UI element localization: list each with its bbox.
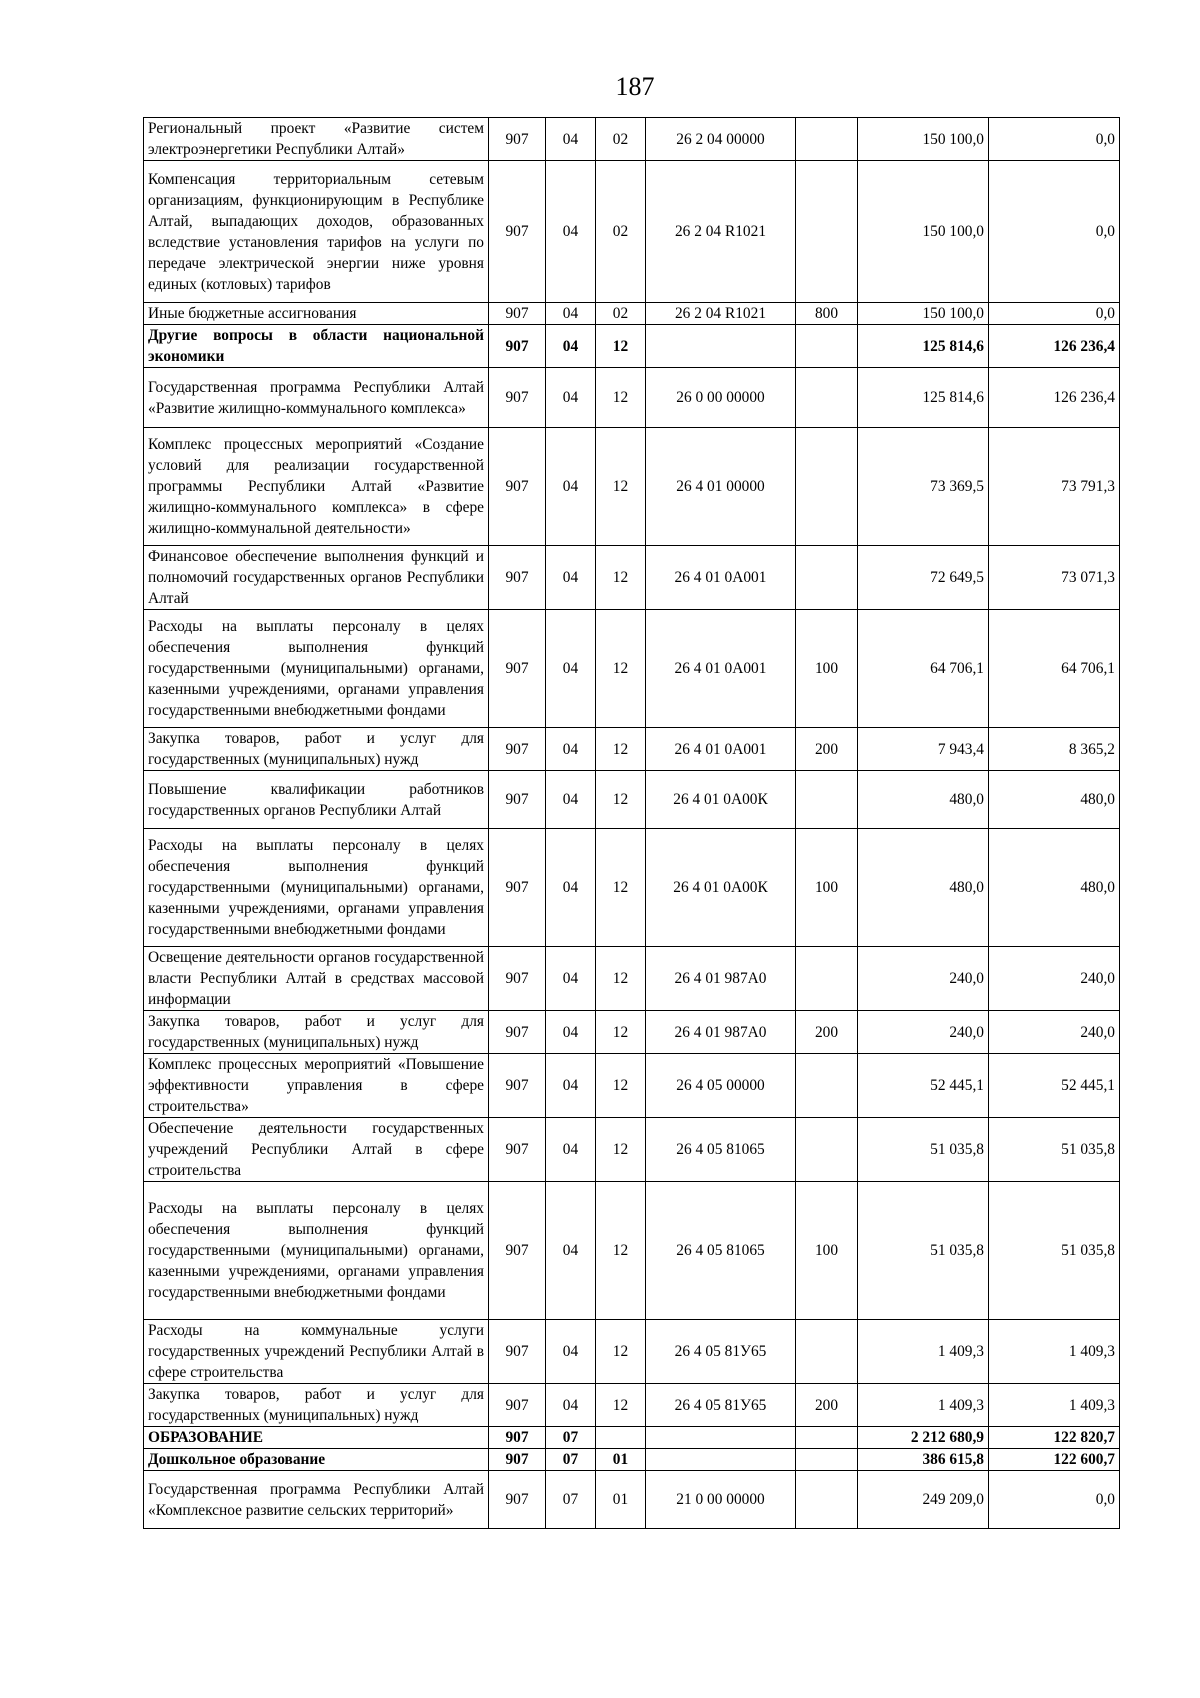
- section-cell: 04: [546, 1384, 596, 1427]
- table-row: [144, 1449, 1120, 1471]
- row-name-cell: Государственная программа Республики Алтай «Комплексное развитие сельских территорий»: [144, 1471, 489, 1529]
- table-row: [144, 771, 1120, 829]
- target-article-cell: [646, 325, 796, 368]
- expense-type-cell: 800: [796, 303, 858, 325]
- subsection-cell: 01: [596, 1471, 646, 1529]
- subsection-cell: [596, 1427, 646, 1449]
- section-cell: 07: [546, 1427, 596, 1449]
- sum-year-1-cell: 240,0: [858, 1011, 989, 1054]
- subsection-cell: 12: [596, 1182, 646, 1320]
- expense-type-cell: 200: [796, 1011, 858, 1054]
- section-cell: 04: [546, 1182, 596, 1320]
- sum-year-2-cell: 52 445,1: [989, 1054, 1120, 1118]
- row-name-cell: Компенсация территориальным сетевым организациям, функционирующим в Республике Алтай, выпадающих доходов, образованных вследствие установления тарифов на услуги по передаче электрической энергии ниже уровня единых (котловых) тарифов: [144, 161, 489, 303]
- subsection-cell: 12: [596, 947, 646, 1011]
- section-cell: 04: [546, 1054, 596, 1118]
- sum-year-1-cell: 125 814,6: [858, 325, 989, 368]
- table-row: [144, 1471, 1120, 1529]
- table-row: [144, 161, 1120, 303]
- table-row: [144, 1118, 1120, 1182]
- target-article-cell: 26 4 05 81065: [646, 1118, 796, 1182]
- section-cell: 04: [546, 1320, 596, 1384]
- sum-year-1-cell: 2 212 680,9: [858, 1427, 989, 1449]
- target-article-cell: 26 4 01 0А00К: [646, 829, 796, 947]
- expense-type-cell: [796, 1471, 858, 1529]
- sum-year-2-cell: 73 071,3: [989, 546, 1120, 610]
- sum-year-2-cell: 1 409,3: [989, 1384, 1120, 1427]
- table-row: [144, 1011, 1120, 1054]
- section-cell: 04: [546, 161, 596, 303]
- target-article-cell: 26 4 05 81065: [646, 1182, 796, 1320]
- ministry-code-cell: 907: [489, 1054, 546, 1118]
- sum-year-1-cell: 51 035,8: [858, 1118, 989, 1182]
- sum-year-2-cell: 480,0: [989, 829, 1120, 947]
- sum-year-1-cell: 150 100,0: [858, 118, 989, 161]
- subsection-cell: 12: [596, 1384, 646, 1427]
- target-article-cell: 26 0 00 00000: [646, 368, 796, 428]
- expense-type-cell: 100: [796, 610, 858, 728]
- target-article-cell: 26 4 01 0А001: [646, 546, 796, 610]
- row-name-cell: Расходы на коммунальные услуги государственных учреждений Республики Алтай в сфере строительства: [144, 1320, 489, 1384]
- ministry-code-cell: 907: [489, 610, 546, 728]
- expense-type-cell: [796, 771, 858, 829]
- section-cell: 04: [546, 947, 596, 1011]
- expense-type-cell: [796, 325, 858, 368]
- section-cell: 04: [546, 728, 596, 771]
- ministry-code-cell: 907: [489, 161, 546, 303]
- subsection-cell: 12: [596, 428, 646, 546]
- table-body: [144, 118, 1120, 1529]
- subsection-cell: 12: [596, 368, 646, 428]
- expense-type-cell: [796, 1449, 858, 1471]
- sum-year-2-cell: 0,0: [989, 161, 1120, 303]
- sum-year-2-cell: 0,0: [989, 303, 1120, 325]
- target-article-cell: 21 0 00 00000: [646, 1471, 796, 1529]
- ministry-code-cell: 907: [489, 428, 546, 546]
- sum-year-1-cell: 240,0: [858, 947, 989, 1011]
- sum-year-2-cell: 51 035,8: [989, 1182, 1120, 1320]
- target-article-cell: 26 2 04 00000: [646, 118, 796, 161]
- subsection-cell: 12: [596, 771, 646, 829]
- subsection-cell: 12: [596, 1011, 646, 1054]
- ministry-code-cell: 907: [489, 947, 546, 1011]
- page-number: 187: [615, 72, 655, 101]
- sum-year-1-cell: 150 100,0: [858, 303, 989, 325]
- section-cell: 07: [546, 1471, 596, 1529]
- sum-year-1-cell: 249 209,0: [858, 1471, 989, 1529]
- expense-type-cell: 100: [796, 1182, 858, 1320]
- subsection-cell: 12: [596, 728, 646, 771]
- row-name-cell: Финансовое обеспечение выполнения функций и полномочий государственных органов Республики Алтай: [144, 546, 489, 610]
- ministry-code-cell: 907: [489, 1011, 546, 1054]
- sum-year-2-cell: 73 791,3: [989, 428, 1120, 546]
- expense-type-cell: [796, 1118, 858, 1182]
- table-row: [144, 829, 1120, 947]
- ministry-code-cell: 907: [489, 1320, 546, 1384]
- table-row: [144, 728, 1120, 771]
- expense-type-cell: [796, 118, 858, 161]
- ministry-code-cell: 907: [489, 728, 546, 771]
- expense-type-cell: 200: [796, 1384, 858, 1427]
- row-name-cell: Обеспечение деятельности государственных учреждений Республики Алтай в сфере строительства: [144, 1118, 489, 1182]
- section-cell: 04: [546, 1118, 596, 1182]
- target-article-cell: 26 2 04 R1021: [646, 161, 796, 303]
- target-article-cell: 26 4 01 00000: [646, 428, 796, 546]
- sum-year-1-cell: 64 706,1: [858, 610, 989, 728]
- sum-year-1-cell: 72 649,5: [858, 546, 989, 610]
- section-cell: 04: [546, 118, 596, 161]
- expense-type-cell: 100: [796, 829, 858, 947]
- ministry-code-cell: 907: [489, 546, 546, 610]
- sum-year-2-cell: 64 706,1: [989, 610, 1120, 728]
- row-name-cell: ОБРАЗОВАНИЕ: [144, 1427, 489, 1449]
- sum-year-2-cell: 1 409,3: [989, 1320, 1120, 1384]
- sum-year-1-cell: 73 369,5: [858, 428, 989, 546]
- subsection-cell: 12: [596, 546, 646, 610]
- table-row: [144, 1182, 1120, 1320]
- row-name-cell: Иные бюджетные ассигнования: [144, 303, 489, 325]
- ministry-code-cell: 907: [489, 325, 546, 368]
- sum-year-2-cell: 0,0: [989, 1471, 1120, 1529]
- table-row: [144, 1054, 1120, 1118]
- sum-year-1-cell: 7 943,4: [858, 728, 989, 771]
- table-row: [144, 325, 1120, 368]
- table-row: [144, 947, 1120, 1011]
- ministry-code-cell: 907: [489, 1182, 546, 1320]
- expense-type-cell: [796, 947, 858, 1011]
- sum-year-2-cell: 122 600,7: [989, 1449, 1120, 1471]
- subsection-cell: 12: [596, 1118, 646, 1182]
- sum-year-1-cell: 150 100,0: [858, 161, 989, 303]
- row-name-cell: Другие вопросы в области национальной экономики: [144, 325, 489, 368]
- subsection-cell: 12: [596, 325, 646, 368]
- subsection-cell: 12: [596, 1054, 646, 1118]
- sum-year-1-cell: 1 409,3: [858, 1320, 989, 1384]
- section-cell: 04: [546, 368, 596, 428]
- row-name-cell: Закупка товаров, работ и услуг для государственных (муниципальных) нужд: [144, 728, 489, 771]
- sum-year-1-cell: 480,0: [858, 771, 989, 829]
- expense-type-cell: [796, 1054, 858, 1118]
- ministry-code-cell: 907: [489, 1449, 546, 1471]
- subsection-cell: 02: [596, 303, 646, 325]
- expense-type-cell: [796, 546, 858, 610]
- target-article-cell: 26 4 01 987А0: [646, 1011, 796, 1054]
- expense-type-cell: 200: [796, 728, 858, 771]
- table-row: [144, 118, 1120, 161]
- row-name-cell: Расходы на выплаты персоналу в целях обеспечения выполнения функций государственными (муниципальными) органами, казенными учреждениями, органами управления государственными внебюджетными фондами: [144, 829, 489, 947]
- sum-year-2-cell: 126 236,4: [989, 325, 1120, 368]
- section-cell: 04: [546, 546, 596, 610]
- section-cell: 04: [546, 1011, 596, 1054]
- table-row: [144, 303, 1120, 325]
- target-article-cell: 26 4 01 0А001: [646, 610, 796, 728]
- row-name-cell: Закупка товаров, работ и услуг для государственных (муниципальных) нужд: [144, 1384, 489, 1427]
- row-name-cell: Комплекс процессных мероприятий «Повышение эффективности управления в сфере строительства»: [144, 1054, 489, 1118]
- row-name-cell: Расходы на выплаты персоналу в целях обеспечения выполнения функций государственными (муниципальными) органами, казенными учреждениями, органами управления государственными внебюджетными фондами: [144, 610, 489, 728]
- table-row: [144, 1427, 1120, 1449]
- ministry-code-cell: 907: [489, 1118, 546, 1182]
- expense-type-cell: [796, 368, 858, 428]
- target-article-cell: 26 2 04 R1021: [646, 303, 796, 325]
- ministry-code-cell: 907: [489, 118, 546, 161]
- sum-year-1-cell: 480,0: [858, 829, 989, 947]
- target-article-cell: 26 4 01 0А00К: [646, 771, 796, 829]
- sum-year-1-cell: 51 035,8: [858, 1182, 989, 1320]
- subsection-cell: 02: [596, 161, 646, 303]
- table-row: [144, 610, 1120, 728]
- section-cell: 04: [546, 303, 596, 325]
- sum-year-2-cell: 51 035,8: [989, 1118, 1120, 1182]
- row-name-cell: Дошкольное образование: [144, 1449, 489, 1471]
- sum-year-1-cell: 1 409,3: [858, 1384, 989, 1427]
- expense-type-cell: [796, 1427, 858, 1449]
- row-name-cell: Государственная программа Республики Алтай «Развитие жилищно-коммунального комплекса»: [144, 368, 489, 428]
- row-name-cell: Расходы на выплаты персоналу в целях обеспечения выполнения функций государственными (муниципальными) органами, казенными учреждениями, органами управления государственными внебюджетными фондами: [144, 1182, 489, 1320]
- section-cell: 04: [546, 610, 596, 728]
- sum-year-2-cell: 126 236,4: [989, 368, 1120, 428]
- sum-year-2-cell: 240,0: [989, 947, 1120, 1011]
- expense-type-cell: [796, 161, 858, 303]
- subsection-cell: 12: [596, 1320, 646, 1384]
- sum-year-2-cell: 240,0: [989, 1011, 1120, 1054]
- budget-table: [143, 117, 1120, 1529]
- target-article-cell: 26 4 01 0А001: [646, 728, 796, 771]
- expense-type-cell: [796, 428, 858, 546]
- sum-year-1-cell: 386 615,8: [858, 1449, 989, 1471]
- table-row: [144, 428, 1120, 546]
- sum-year-1-cell: 52 445,1: [858, 1054, 989, 1118]
- row-name-cell: Повышение квалификации работников государственных органов Республики Алтай: [144, 771, 489, 829]
- table-row: [144, 1384, 1120, 1427]
- subsection-cell: 12: [596, 829, 646, 947]
- ministry-code-cell: 907: [489, 771, 546, 829]
- table-row: [144, 368, 1120, 428]
- target-article-cell: [646, 1449, 796, 1471]
- expense-type-cell: [796, 1320, 858, 1384]
- target-article-cell: [646, 1427, 796, 1449]
- section-cell: 04: [546, 829, 596, 947]
- ministry-code-cell: 907: [489, 1471, 546, 1529]
- sum-year-2-cell: 8 365,2: [989, 728, 1120, 771]
- row-name-cell: Освещение деятельности органов государственной власти Республики Алтай в средствах массовой информации: [144, 947, 489, 1011]
- target-article-cell: 26 4 01 987А0: [646, 947, 796, 1011]
- section-cell: 07: [546, 1449, 596, 1471]
- target-article-cell: 26 4 05 00000: [646, 1054, 796, 1118]
- ministry-code-cell: 907: [489, 368, 546, 428]
- sum-year-2-cell: 0,0: [989, 118, 1120, 161]
- sum-year-2-cell: 480,0: [989, 771, 1120, 829]
- ministry-code-cell: 907: [489, 1384, 546, 1427]
- section-cell: 04: [546, 428, 596, 546]
- table-row: [144, 546, 1120, 610]
- sum-year-1-cell: 125 814,6: [858, 368, 989, 428]
- section-cell: 04: [546, 325, 596, 368]
- row-name-cell: Комплекс процессных мероприятий «Создание условий для реализации государственной программы Республики Алтай «Развитие жилищно-коммунального комплекса» в сфере жилищно-коммунальной деятельности»: [144, 428, 489, 546]
- section-cell: 04: [546, 771, 596, 829]
- subsection-cell: 01: [596, 1449, 646, 1471]
- subsection-cell: 12: [596, 610, 646, 728]
- ministry-code-cell: 907: [489, 303, 546, 325]
- row-name-cell: Закупка товаров, работ и услуг для государственных (муниципальных) нужд: [144, 1011, 489, 1054]
- sum-year-2-cell: 122 820,7: [989, 1427, 1120, 1449]
- subsection-cell: 02: [596, 118, 646, 161]
- table-row: [144, 1320, 1120, 1384]
- ministry-code-cell: 907: [489, 829, 546, 947]
- target-article-cell: 26 4 05 81У65: [646, 1320, 796, 1384]
- target-article-cell: 26 4 05 81У65: [646, 1384, 796, 1427]
- ministry-code-cell: 907: [489, 1427, 546, 1449]
- row-name-cell: Региональный проект «Развитие систем электроэнергетики Республики Алтай»: [144, 118, 489, 161]
